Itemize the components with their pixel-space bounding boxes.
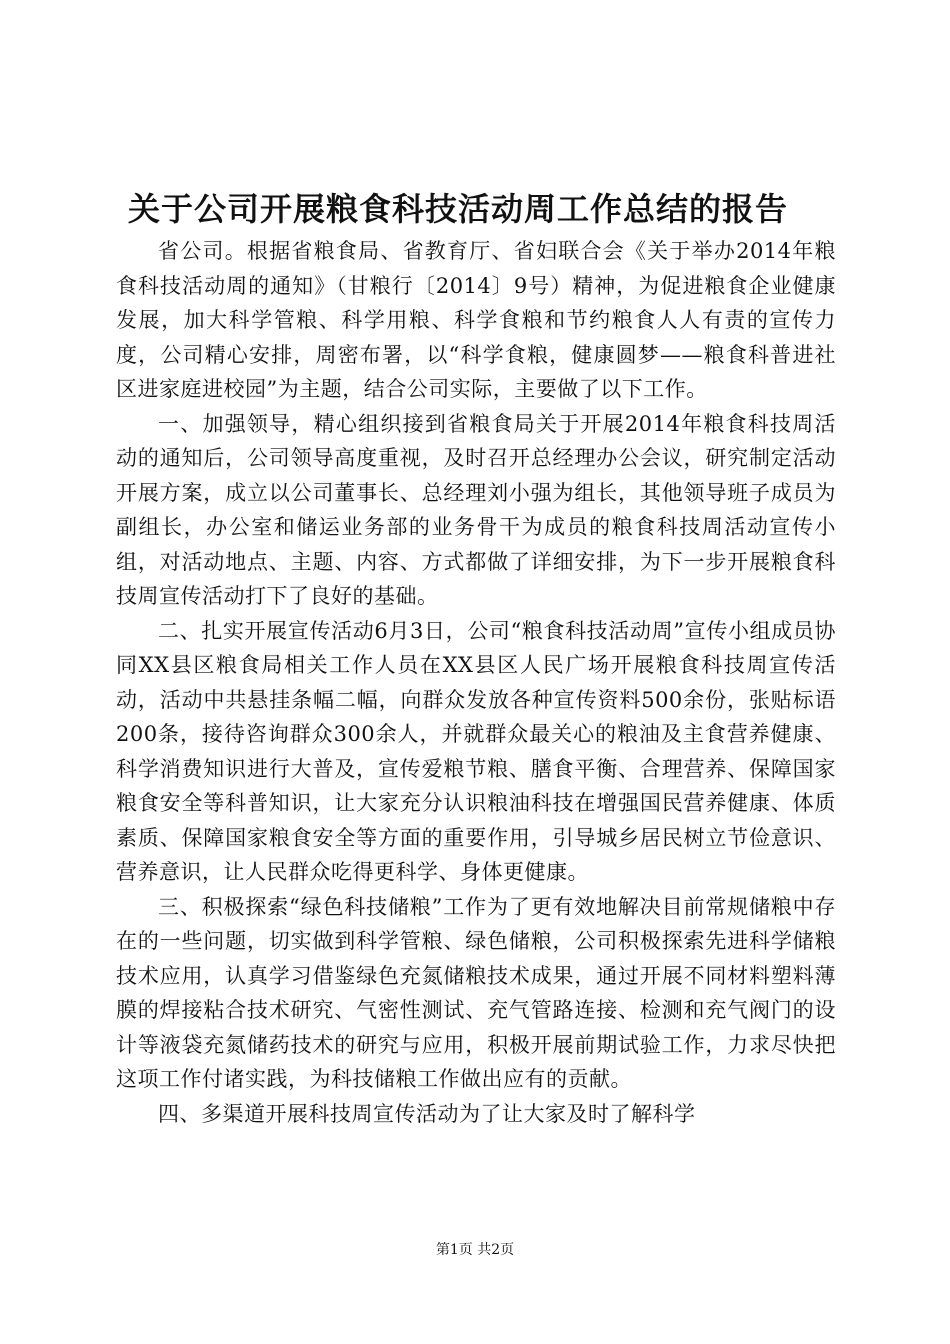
paragraph-intro: 省公司。根据省粮食局、省教育厅、省妇联合会《关于举办2014年粮食科技活动周的通知》（甘粮行〔2014〕9号）精神，为促进粮食企业健康发展，加大科学管粮、科学用粮、科学食粮和节约粮食人人有责的宣传力度，公司精心安排，周密布署，以“科学食粮，健康圆梦——粮食科普进社区进家庭进校园”为主题，结合公司实际，主要做了以下工作。 bbox=[116, 239, 836, 401]
paragraph-section-1: 一、加强领导，精心组织接到省粮食局关于开展2014年粮食科技周活动的通知后，公司领导高度重视，及时召开总经理办公会议，研究制定活动开展方案，成立以公司董事长、总经理刘小强为组长，其他领导班子成员为副组长，办公室和储运业务部的业务骨干为成员的粮食科技周活动宣传小组，对活动地点、主题、内容、方式都做了详细安排，为下一步开展粮食科技周宣传活动打下了良好的基础。 bbox=[116, 411, 836, 608]
paragraph-section-4: 四、多渠道开展科技周宣传活动为了让大家及时了解科学 bbox=[158, 1101, 696, 1126]
document-body bbox=[116, 234, 836, 1131]
document-title: 关于公司开展粮食科技活动周工作总结的报告 bbox=[128, 190, 789, 228]
paragraph-section-3: 三、积极探索“绿色科技储粮”工作为了更有效地解决目前常规储粮中存在的一些问题，切实做到科学管粮、绿色储粮，公司积极探索先进科学储粮技术应用，认真学习借鉴绿色充氮储粮技术成果，通过开展不同材料塑料薄膜的焊接粘合技术研究、气密性测试、充气管路连接、检测和充气阀门的设计等液袋充氮储药技术的研究与应用，积极开展前期试验工作，力求尽快把这项工作付诸实践，为科技储粮工作做出应有的贡献。 bbox=[116, 894, 836, 1091]
paragraph-section-2: 二、扎实开展宣传活动6月3日，公司“粮食科技活动周”宣传小组成员协同XX县区粮食局相关工作人员在XX县区人民广场开展粮食科技周宣传活动，活动中共悬挂条幅二幅，向群众发放各种宣传资料500余份，张贴标语200条，接待咨询群众300余人，并就群众最关心的粮油及主食营养健康、科学消费知识进行大普及，宣传爱粮节粮、膳食平衡、合理营养、保障国家粮食安全等科普知识，让大家充分认识粮油科技在增强国民营养健康、体质素质、保障国家粮食安全等方面的重要作用，引导城乡居民树立节俭意识、营养意识，让人民群众吃得更科学、身体更健康。 bbox=[116, 618, 836, 884]
page-number-footer: 第1页 共2页 bbox=[435, 1242, 515, 1258]
